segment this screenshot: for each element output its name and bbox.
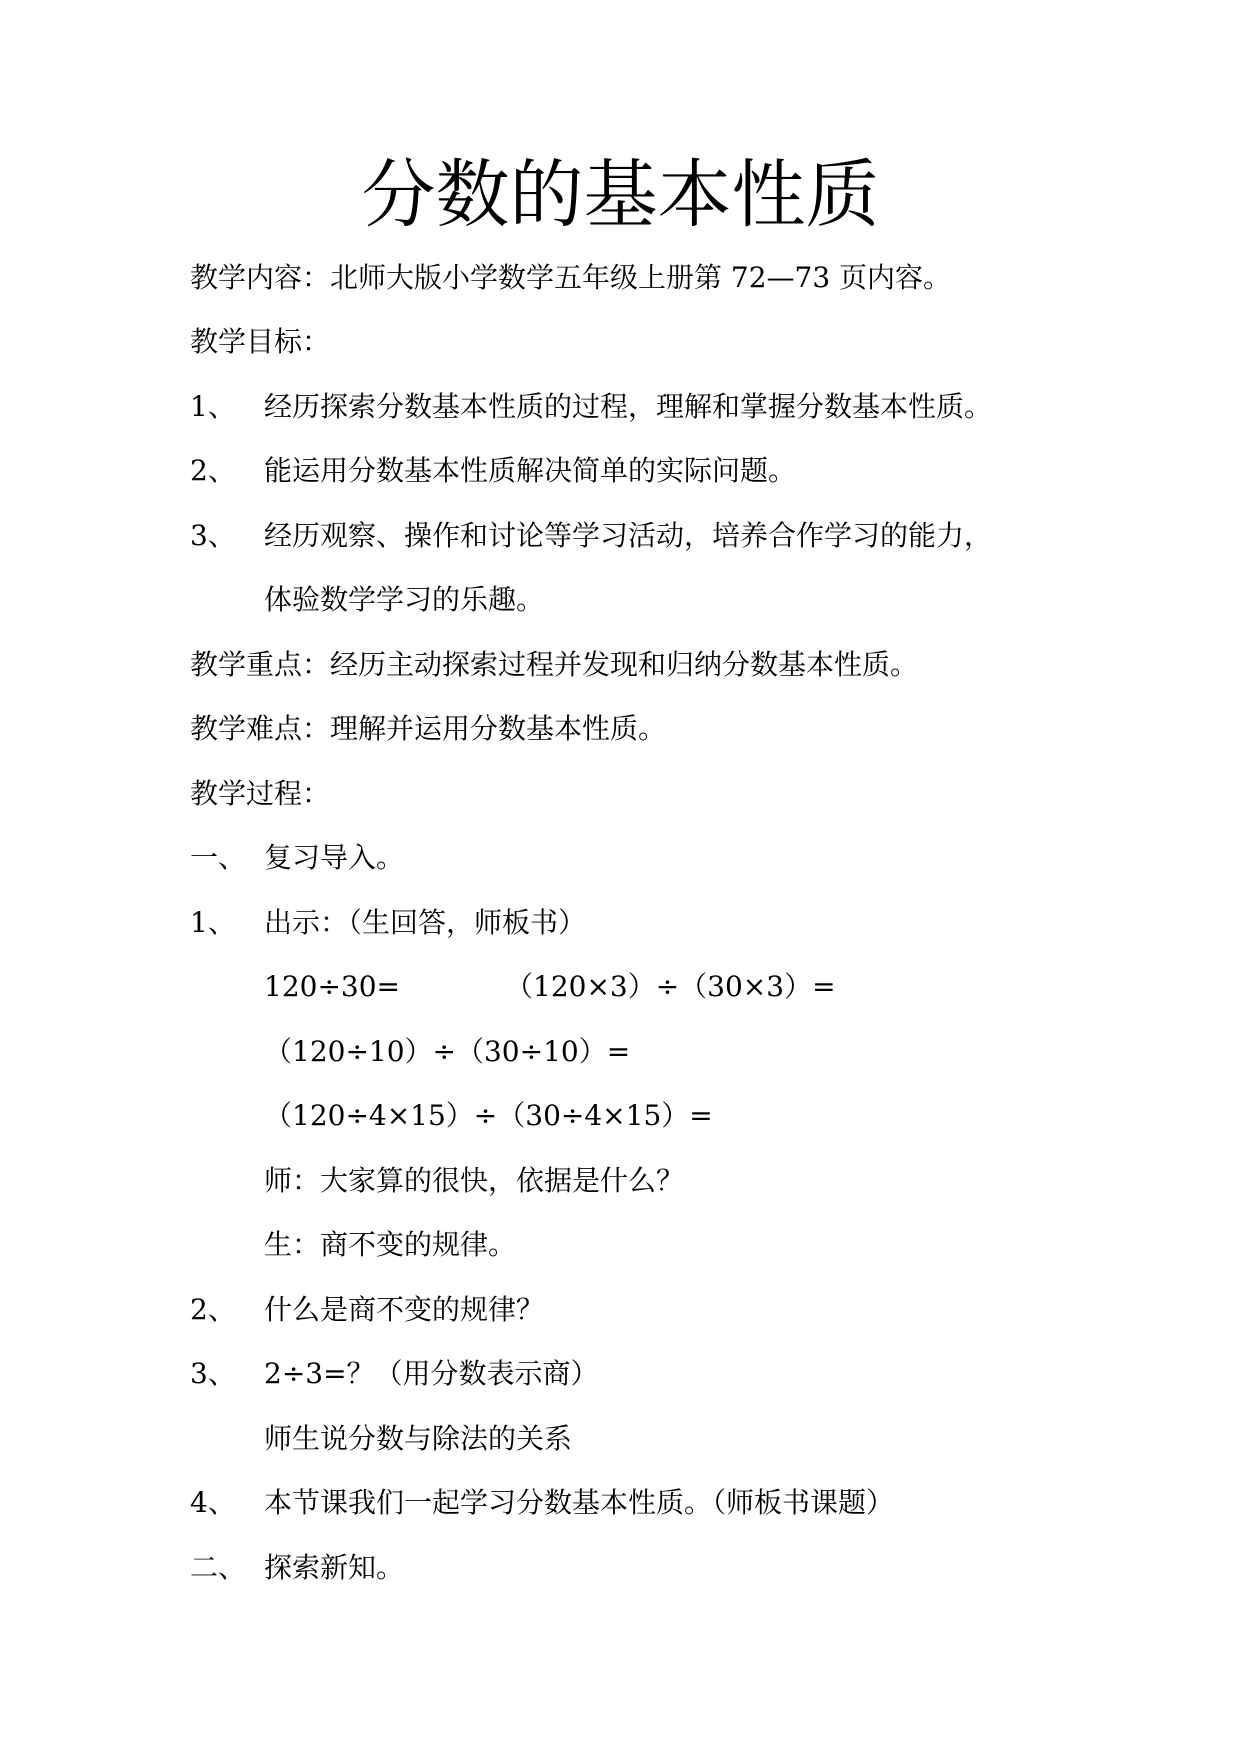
teaching-content: 教学内容：北师大版小学数学五年级上册第 72—73 页内容。 <box>190 261 952 294</box>
difficulty: 教学难点：理解并运用分数基本性质。 <box>190 712 667 745</box>
key-point: 教学重点：经历主动探索过程并发现和归纳分数基本性质。 <box>190 648 919 681</box>
teacher-question: 师：大家算的很快，依据是什么？ <box>264 1164 685 1197</box>
step-1-number: 1、 <box>190 906 236 939</box>
section-1-text: 复习导入。 <box>264 841 405 874</box>
student-answer: 生：商不变的规律。 <box>264 1228 517 1261</box>
equation-3: （120÷4×15）÷（30÷4×15）= <box>264 1099 713 1132</box>
step-4-text: 本节课我们一起学习分数基本性质。（师板书课题） <box>264 1486 895 1519</box>
step-3-text-continued: 师生说分数与除法的关系 <box>264 1422 573 1455</box>
equation-1b: （120×3）÷（30×3）= <box>505 970 836 1003</box>
step-3-number: 3、 <box>190 1357 236 1390</box>
goal-2-number: 2、 <box>190 454 236 487</box>
step-2-text: 什么是商不变的规律？ <box>264 1293 545 1326</box>
goal-2-text: 能运用分数基本性质解决简单的实际问题。 <box>264 454 797 487</box>
section-1-number: 一、 <box>190 841 247 874</box>
section-2-text: 探索新知。 <box>264 1551 405 1584</box>
step-4-number: 4、 <box>190 1486 236 1519</box>
process-label: 教学过程： <box>190 777 331 810</box>
goals-label: 教学目标： <box>190 325 331 358</box>
step-1-text: 出示：（生回答，师板书） <box>264 906 587 939</box>
goal-3-number: 3、 <box>190 519 236 552</box>
step-3-text: 2÷3=？（用分数表示商） <box>264 1357 599 1390</box>
goal-3-text: 经历观察、操作和讨论等学习活动，培养合作学习的能力， <box>264 519 993 552</box>
goal-1-text: 经历探索分数基本性质的过程，理解和掌握分数基本性质。 <box>264 390 993 423</box>
goal-3-text-continued: 体验数学学习的乐趣。 <box>264 583 545 616</box>
step-2-number: 2、 <box>190 1293 236 1326</box>
equation-2: （120÷10）÷（30÷10）= <box>264 1035 631 1068</box>
document-title: 分数的基本性质 <box>361 152 880 238</box>
equation-1a: 120÷30= <box>264 970 400 1003</box>
goal-1-number: 1、 <box>190 390 236 423</box>
section-2-number: 二、 <box>190 1551 247 1584</box>
